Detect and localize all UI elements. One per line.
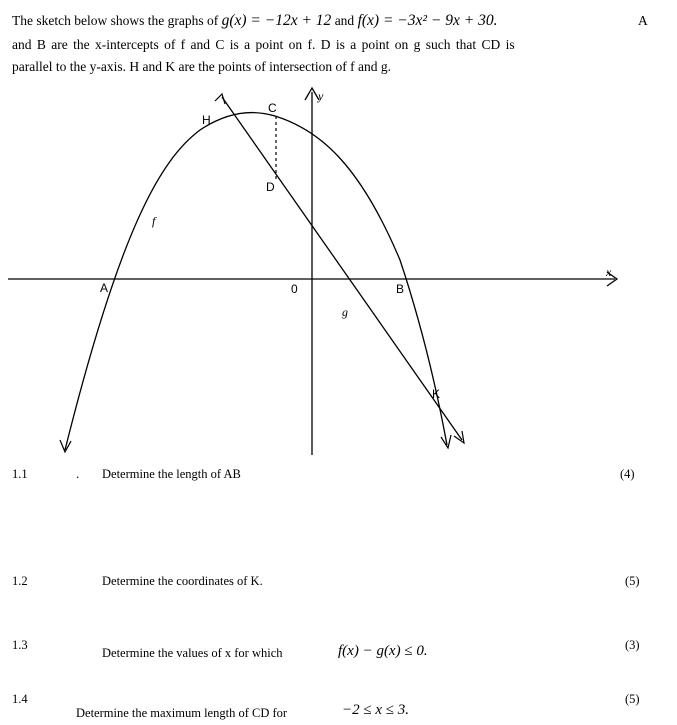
- g-top-arrow: [215, 94, 225, 104]
- intro-line-3: parallel to the y-axis. H and K are the points of intersection of f and g.: [12, 59, 392, 74]
- f-formula: f(x) = −3x² − 9x + 30.: [357, 12, 498, 29]
- line-g: [222, 97, 462, 440]
- and-word: and: [334, 13, 355, 28]
- question-number: 1.2: [12, 574, 28, 588]
- question-text: Determine the coordinates of K.: [102, 574, 263, 588]
- label-k: K: [432, 387, 441, 401]
- question-marks: (5): [625, 692, 640, 706]
- question-number: 1.4: [12, 692, 28, 706]
- question-number: 1.1: [12, 467, 28, 481]
- label-h: H: [202, 113, 211, 127]
- label-f: f: [152, 214, 156, 228]
- intro-line-1: [12, 10, 497, 32]
- question-text: Determine the maximum length of CD for: [76, 706, 288, 720]
- question-bullet: .: [76, 467, 80, 481]
- intro-text: The sketch below shows the graphs of: [12, 13, 219, 28]
- label-b: B: [396, 282, 405, 296]
- question-text: Determine the length of AB: [102, 467, 241, 481]
- label-origin: 0: [291, 282, 298, 296]
- label-x-axis: x: [606, 265, 612, 279]
- question-math: −2 ≤ x ≤ 3.: [342, 702, 409, 718]
- question-marks: (5): [625, 574, 640, 588]
- question-marks: (4): [620, 467, 635, 481]
- label-d: D: [266, 180, 275, 194]
- label-y-axis: y: [318, 89, 324, 103]
- g-bottom-arrow: [454, 431, 464, 443]
- intro-line-2: and B are the x-intercepts of f and C is a point on f. D is a point on g such that CD is: [12, 37, 515, 52]
- intro-line-1-end: A: [638, 13, 648, 28]
- question-math: f(x) − g(x) ≤ 0.: [338, 643, 428, 659]
- g-formula: g(x) = −12x + 12: [221, 12, 332, 29]
- parabola-f: [65, 113, 447, 450]
- label-g: g: [342, 305, 348, 319]
- question-text: Determine the values of x for which: [102, 646, 283, 660]
- label-a: A: [100, 281, 109, 295]
- graph-sketch: [0, 80, 677, 460]
- question-number: 1.3: [12, 638, 28, 652]
- question-marks: (3): [625, 638, 640, 652]
- label-c: C: [268, 101, 277, 115]
